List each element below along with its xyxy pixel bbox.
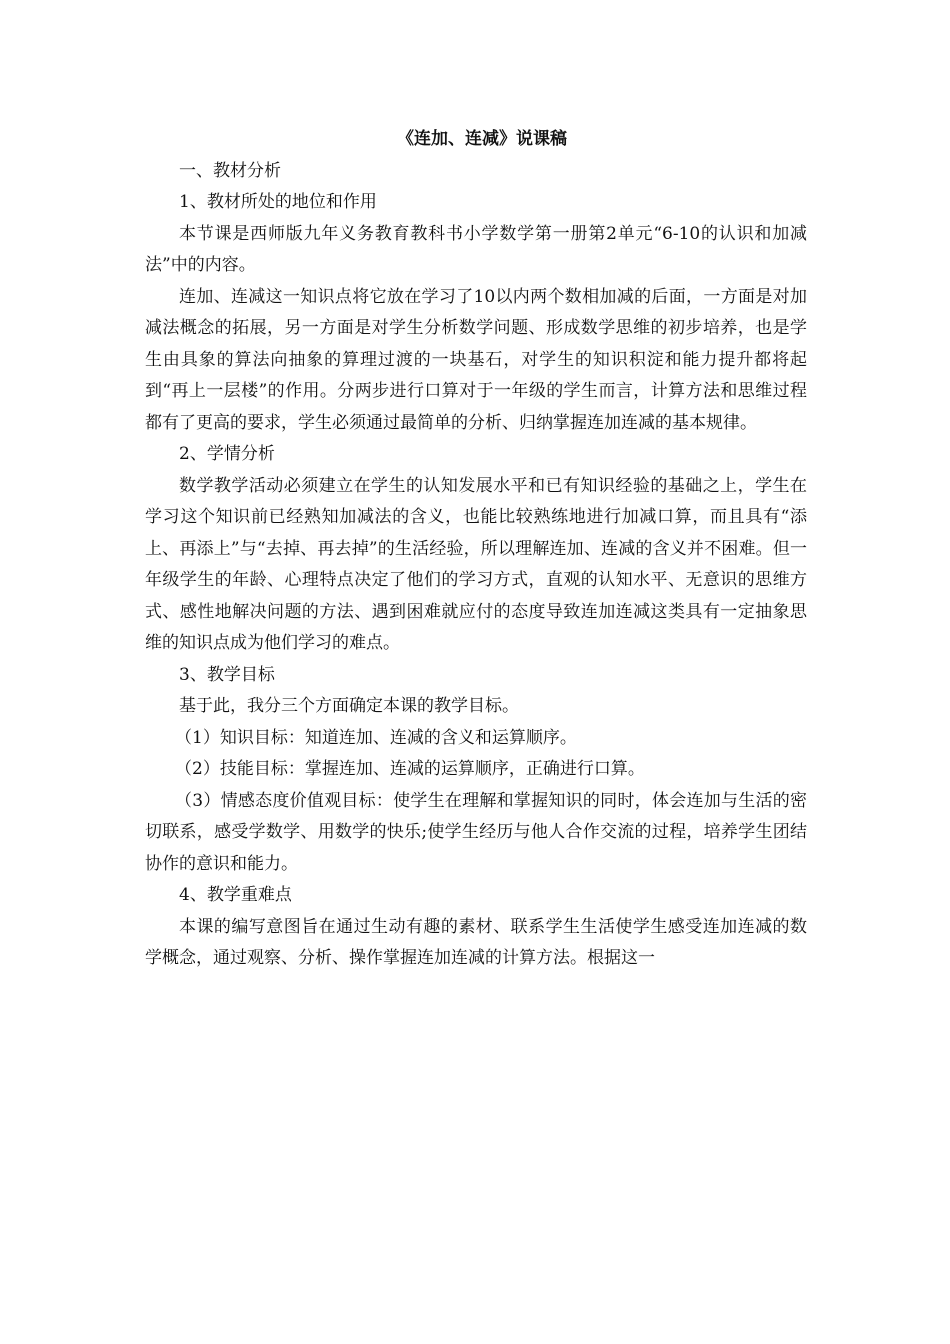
subsection-heading-position-role: 1、教材所处的地位和作用 [179,192,377,212]
paragraph-textbook-source: 本节课是西师版九年义务教育教科书小学数学第一册第2单元“6-10的认识和加减法”中的内容。 [145,223,807,275]
goal-skill: （2）技能目标：掌握连加、连减的运算顺序，正确进行口算。 [175,759,645,779]
subsection-heading-teaching-goals: 3、教学目标 [179,664,275,685]
section-heading-textbook-analysis: 一、教材分析 [179,160,281,181]
paragraph-key-difficulties: 本课的编写意图旨在通过生动有趣的素材、联系学生生活使学生感受连加连减的数学概念，通过观察、分析、操作掌握连加连减的计算方法。根据这一 [145,916,807,968]
paragraph-knowledge-point: 连加、连减这一知识点将它放在学习了10以内两个数相加减的后面，一方面是对加减法概念的拓展，另一方面是对学生分析数学问题、形成数学思维的初步培养，也是学生由具象的算法向抽象的算理过渡的一块基石，对学生的知识积淀和能力提升都将起到“再上一层楼”的作用。分两步进行口算对于一年级的学生而言，计算方法和思维过程都有了更高的要求，学生必须通过最简单的分析、归纳掌握连加连减的基本规律。 [145,286,807,433]
paragraph-goals-intro: 基于此，我分三个方面确定本课的教学目标。 [179,696,519,716]
paragraph-student-analysis: 数学教学活动必须建立在学生的认知发展水平和已有知识经验的基础之上，学生在学习这个知识前已经熟知加减法的含义，也能比较熟练地进行加减口算，而且具有“添上、再添上”与“去掉、再去掉”的生活经验，所以理解连加、连减的含义并不困难。但一年级学生的年龄、心理特点决定了他们的学习方式，直观的认知水平、无意识的思维方式、感性地解决问题的方法、遇到困难就应付的态度导致连加连减这类具有一定抽象思维的知识点成为他们学习的难点。 [145,475,807,653]
goal-knowledge: （1）知识目标：知道连加、连减的含义和运算顺序。 [175,727,577,748]
subsection-heading-student-analysis: 2、学情分析 [179,444,275,464]
document-title: 《连加、连减》说课稿 [397,129,567,149]
goal-emotion: （3）情感态度价值观目标：使学生在理解和掌握知识的同时，体会连加与生活的密切联系，感受学数学、用数学的快乐;使学生经历与他人合作交流的过程，培养学生团结协作的意识和能力。 [145,790,807,874]
document-page [145,124,807,975]
subsection-heading-key-difficulties: 4、教学重难点 [179,885,292,905]
